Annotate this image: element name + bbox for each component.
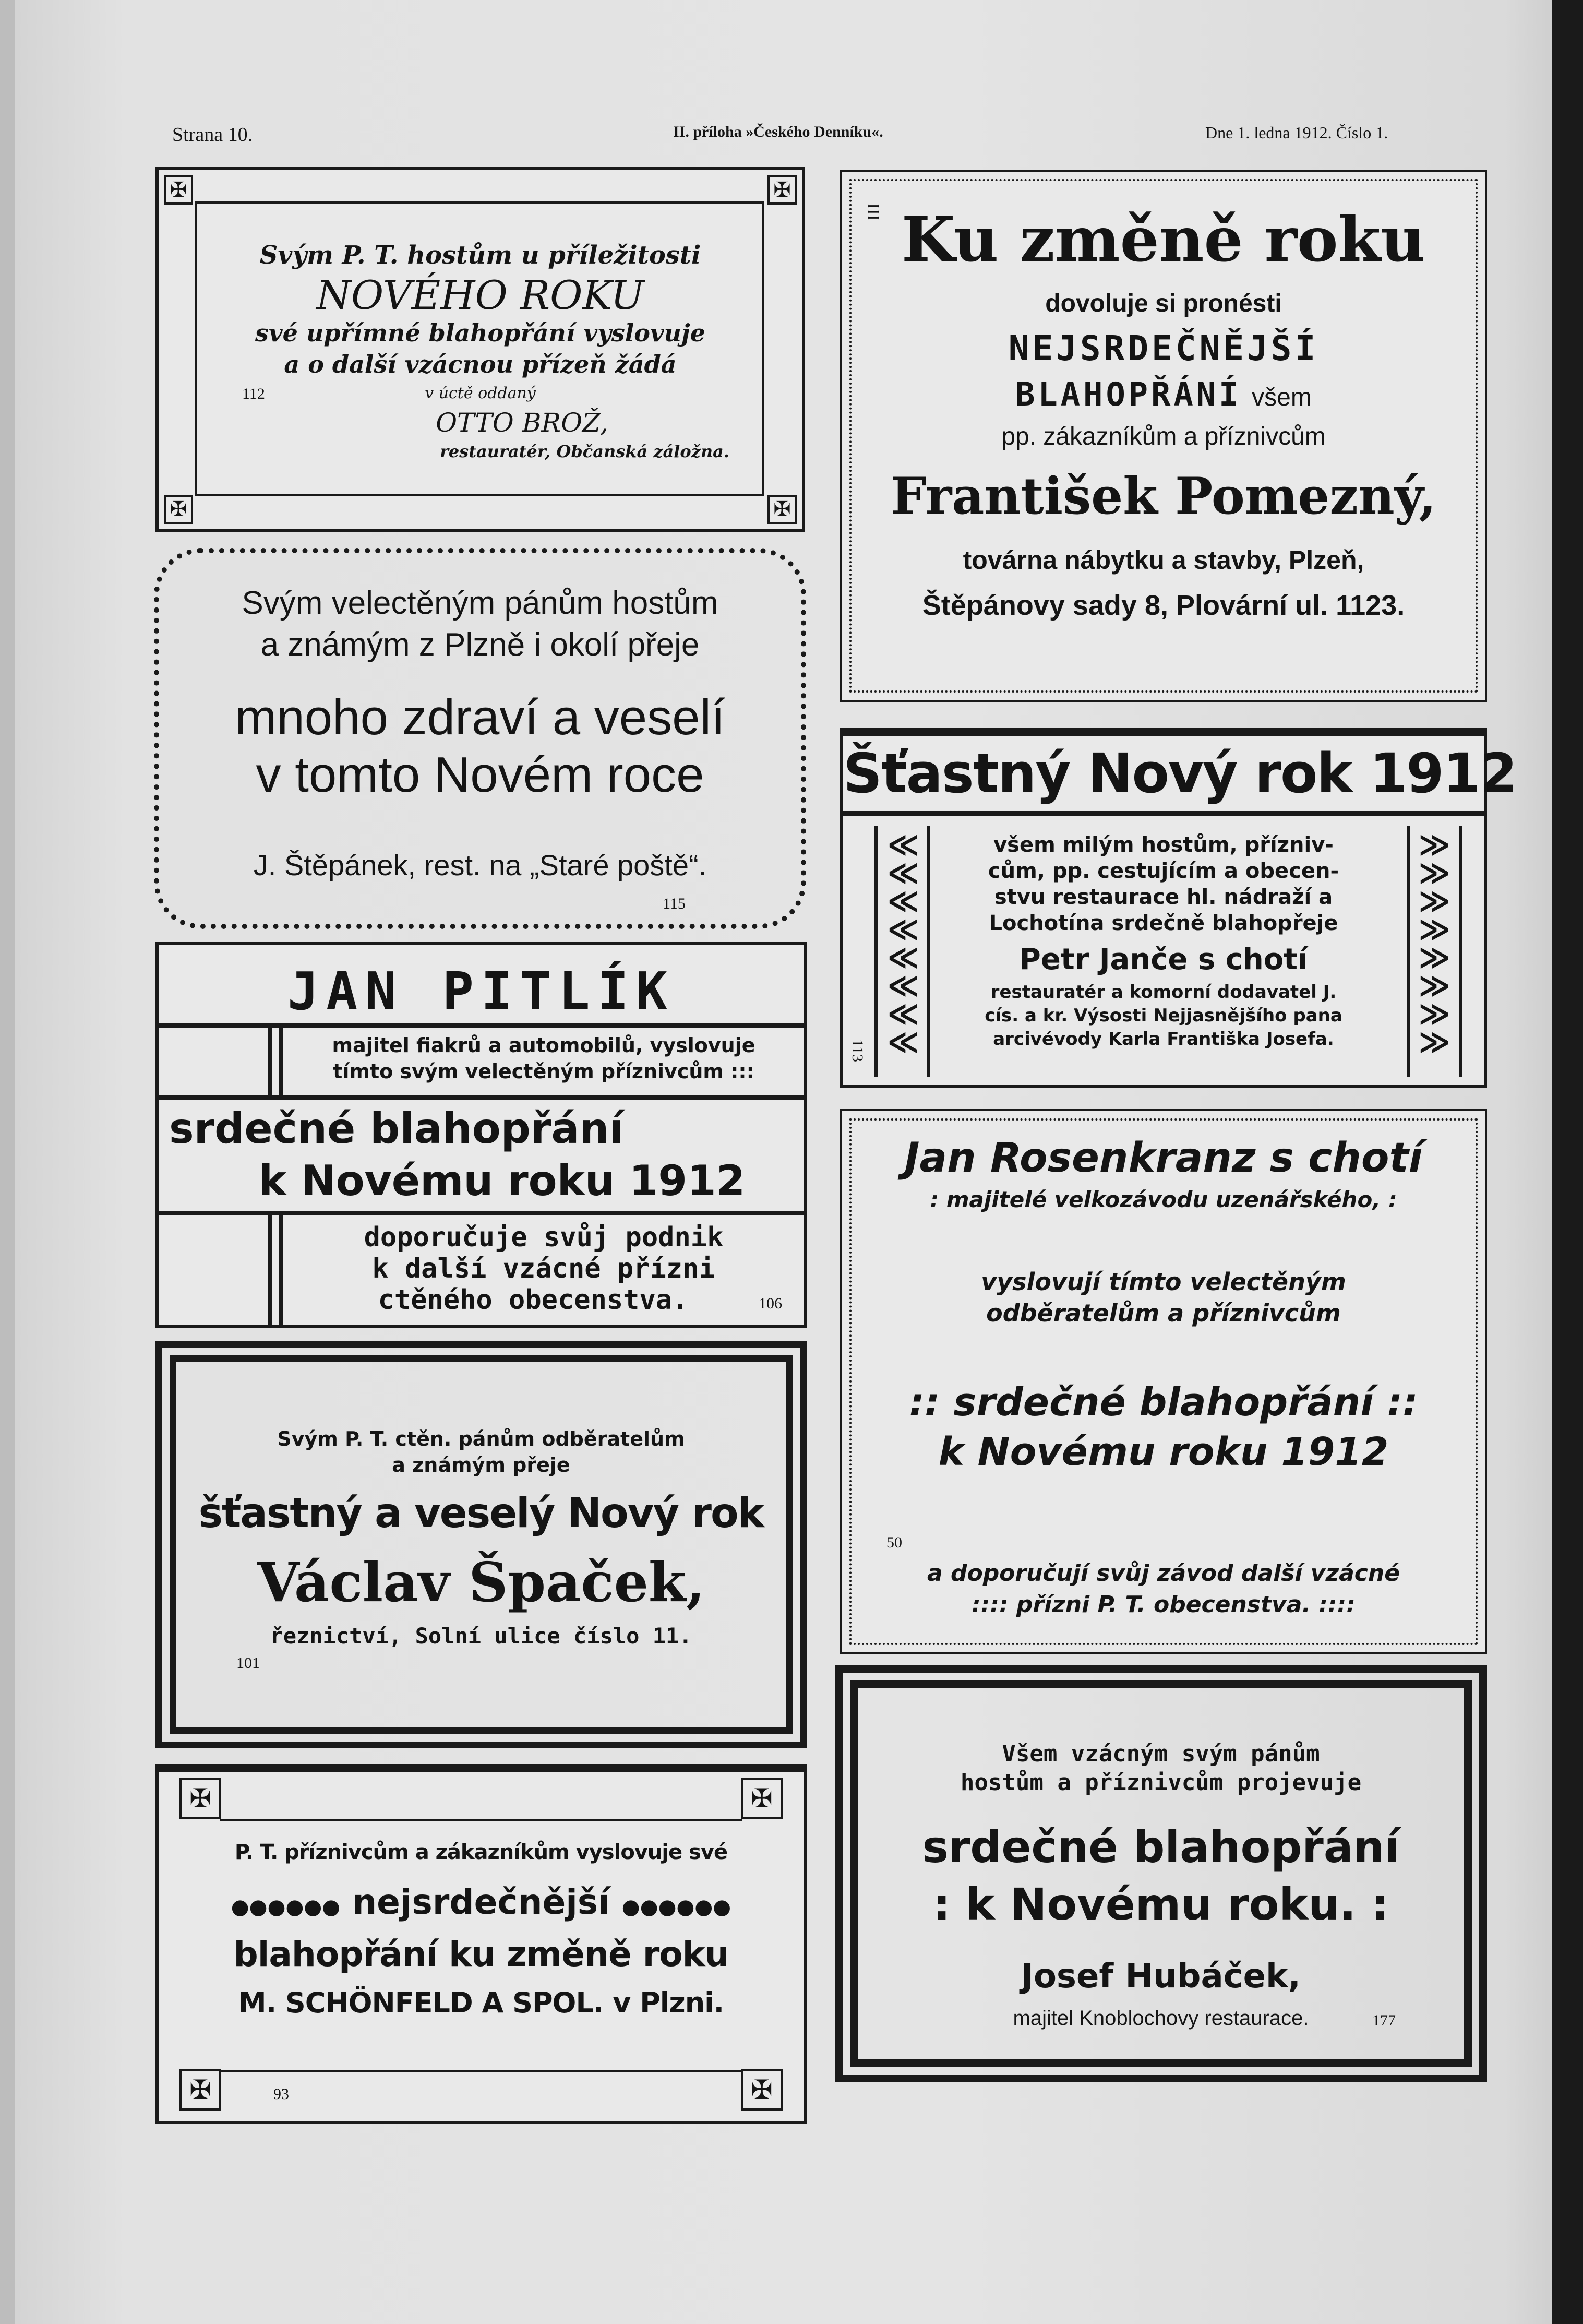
ad-number: 50 bbox=[886, 1534, 902, 1551]
ornament-icon: ✠ bbox=[164, 495, 193, 524]
ad-number: 93 bbox=[273, 2085, 289, 2103]
ad-line: Svým P. T. ctěn. pánům odběratelům bbox=[277, 1427, 685, 1450]
ad-number: 106 bbox=[759, 1295, 782, 1312]
inner-rule-bottom bbox=[195, 494, 764, 496]
ad-headline: :: srdečné blahopřání :: bbox=[909, 1380, 1418, 1425]
ad-j-stepanek bbox=[154, 548, 806, 934]
ad-line: a doporučují svůj závod další vzácné bbox=[927, 1560, 1400, 1587]
supplement-title: II. příloha »Českého Denníku«. bbox=[673, 123, 883, 140]
inner-rule-top bbox=[195, 201, 764, 204]
ad-line: Svým velectěným pánům hostům bbox=[242, 585, 718, 621]
ad-number: 177 bbox=[1372, 2012, 1396, 2029]
ad-signature: M. SCHÖNFELD A SPOL. v Plzni. bbox=[238, 1986, 724, 2019]
ad-headline: srdečné blahopřání bbox=[169, 1104, 623, 1153]
ad-vaclav-spacek bbox=[155, 1341, 807, 1748]
ad-signature: J. Štěpánek, rest. na „Staré poště“. bbox=[253, 849, 707, 881]
title-rule bbox=[159, 1023, 804, 1028]
ad-headline: v tomto Novém roce bbox=[256, 747, 704, 803]
ad-josef-hubacek bbox=[835, 1665, 1487, 2082]
ad-line: své upřímné blahopřání vyslovuje bbox=[255, 319, 705, 347]
ad-m-schonfeld bbox=[155, 1764, 807, 2124]
ad-headline: NEJSRDEČNĚJŠÍ bbox=[1008, 328, 1319, 368]
ad-line: ctěného obecenstva. bbox=[378, 1284, 689, 1316]
ad-line: majitel fiakrů a automobilů, vyslovuje bbox=[332, 1034, 755, 1057]
ad-line: cís. a kr. Výsosti Nejjasnějšího pana bbox=[985, 1005, 1342, 1026]
top-rule bbox=[159, 1767, 804, 1772]
page-right-edge bbox=[1552, 0, 1583, 2324]
ad-line: dovoluje si pronésti bbox=[1045, 290, 1282, 317]
ornament-icon: ✠ bbox=[741, 1778, 783, 1819]
ad-line: vyslovují tímto velectěným bbox=[981, 1268, 1346, 1296]
ad-line: a známým přeje bbox=[392, 1453, 570, 1476]
ad-headline: Šťastný Nový rok 1912 bbox=[843, 742, 1517, 805]
ad-line: :::: přízni P. T. obecenstva. :::: bbox=[972, 1591, 1356, 1618]
ad-line: Štěpánovy sady 8, Plovární ul. 1123. bbox=[922, 590, 1405, 621]
ad-number: 101 bbox=[236, 1654, 260, 1672]
ad-line: hostům a příznivcům projevuje bbox=[960, 1769, 1362, 1796]
greeting-word: všem bbox=[1252, 384, 1312, 411]
ad-line: v úctě oddaný bbox=[425, 384, 536, 402]
section-rule bbox=[159, 1095, 804, 1100]
ad-line: a známým z Plzně i okolí přeje bbox=[260, 627, 700, 663]
ad-line: stvu restaurace hl. nádraží a bbox=[994, 885, 1333, 909]
ad-headline: srdečné blahopřání bbox=[922, 1821, 1400, 1873]
ad-line: : majitelé velkozávodu uzenářského, : bbox=[930, 1187, 1397, 1212]
ad-line: arcivévody Karla Františka Josefa. bbox=[993, 1029, 1334, 1050]
ad-line: řeznictví, Solní ulice číslo 11. bbox=[270, 1623, 692, 1649]
ad-signature: Petr Janče s chotí bbox=[1019, 943, 1308, 976]
section-rule bbox=[159, 1211, 804, 1215]
page-left-edge bbox=[0, 0, 15, 2324]
ad-number: III bbox=[864, 203, 883, 221]
ornament-icon: ✠ bbox=[741, 2069, 783, 2111]
ornament-icon: ✠ bbox=[164, 175, 193, 205]
ad-line: doporučuje svůj podnik bbox=[364, 1222, 724, 1253]
ad-headline: JAN PITLÍK bbox=[287, 961, 675, 1022]
ad-line: tímto svým velectěným příznivcům ::: bbox=[333, 1060, 754, 1083]
ad-line bbox=[159, 1882, 804, 1922]
ad-headline: k Novému roku 1912 bbox=[938, 1429, 1389, 1474]
ad-line: všem milým hostům, přízniv- bbox=[993, 833, 1334, 857]
ad-line: továrna nábytku a stavby, Plzeň, bbox=[963, 545, 1364, 575]
ad-line: restauratér a komorní dodavatel J. bbox=[990, 982, 1337, 1003]
ad-number: 113 bbox=[849, 1039, 866, 1062]
ornament-icon: ✠ bbox=[179, 2069, 221, 2111]
inner-rule bbox=[220, 1819, 742, 1821]
ad-headline: Ku změně roku bbox=[901, 203, 1426, 276]
ad-signature: František Pomezný, bbox=[891, 467, 1436, 526]
ad-line: k další vzácné přízni bbox=[372, 1253, 715, 1284]
ad-headline: k Novému roku 1912 bbox=[258, 1157, 746, 1205]
ad-line: a o další vzácnou přízeň žádá bbox=[284, 350, 677, 378]
ad-line: Všem vzácným svým pánům bbox=[1002, 1741, 1320, 1767]
bullet-row-icon: ●●●●●● bbox=[231, 1895, 341, 1919]
page-number: Strana 10. bbox=[172, 124, 253, 146]
ad-otto-broz bbox=[155, 167, 805, 532]
ad-headline: NOVÉHO ROKU bbox=[316, 272, 644, 318]
ad-signature: Václav Špaček, bbox=[257, 1550, 705, 1614]
ad-line: restauratér, Občanská záložna. bbox=[439, 442, 730, 461]
bullet-row-icon: ●●●●●● bbox=[621, 1895, 731, 1919]
ad-headline: nejsrdečnější bbox=[352, 1882, 610, 1922]
title-rule bbox=[843, 811, 1484, 816]
ad-frantisek-pomezny bbox=[840, 170, 1487, 702]
ad-line bbox=[842, 375, 1485, 413]
top-rule bbox=[843, 731, 1484, 736]
ad-line: Svým P. T. hostům u příležitosti bbox=[259, 241, 701, 270]
ornament-icon: ✠ bbox=[179, 1778, 221, 1819]
ad-line: odběratelům a příznivcům bbox=[986, 1299, 1341, 1327]
ad-headline: : k Novému roku. : bbox=[933, 1879, 1389, 1930]
ad-petr-jance bbox=[840, 728, 1517, 1088]
ad-line: majitel Knoblochovy restaurace. bbox=[1013, 2007, 1309, 2030]
ornamental-border bbox=[155, 1341, 807, 1748]
ad-jan-rosenkranz bbox=[840, 1109, 1487, 1654]
ad-line: cům, pp. cestujícím a obecen- bbox=[988, 859, 1339, 883]
chevron-border-icon: ≫ ≫ ≫ ≫ ≫ ≫ ≫ ≫ bbox=[1418, 827, 1450, 1059]
ad-signature: Josef Hubáček, bbox=[1021, 1957, 1301, 1996]
issue-date: Dne 1. ledna 1912. Číslo 1. bbox=[1205, 123, 1388, 142]
ad-headline: Jan Rosenkranz s chotí bbox=[904, 1135, 1423, 1182]
ad-line: pp. zákazníkům a příznivcům bbox=[1001, 423, 1326, 450]
inner-rule bbox=[220, 2070, 742, 2072]
ad-headline: blahopřání ku změně roku bbox=[233, 1934, 729, 1974]
ad-jan-pitlik bbox=[155, 942, 807, 1328]
page-header bbox=[172, 123, 1456, 154]
ad-headline: šťastný a veselý Nový rok bbox=[198, 1490, 764, 1537]
greeting-word: BLAHOPŘÁNÍ bbox=[1015, 375, 1242, 413]
ad-number: 112 bbox=[242, 385, 265, 402]
chevron-border-icon: ≪ ≪ ≪ ≪ ≪ ≪ ≪ ≪ bbox=[887, 827, 919, 1059]
ad-line: Lochotína srdečně blahopřeje bbox=[989, 911, 1338, 935]
ornament-icon: ✠ bbox=[767, 175, 797, 205]
ornament-icon: ✠ bbox=[767, 495, 797, 524]
ad-line: P. T. příznivcům a zákazníkům vyslovuje své bbox=[234, 1840, 728, 1864]
ad-signature: OTTO BROŽ, bbox=[436, 408, 608, 438]
ad-number: 115 bbox=[663, 895, 686, 912]
ad-headline: mnoho zdraví a veselí bbox=[235, 689, 725, 745]
